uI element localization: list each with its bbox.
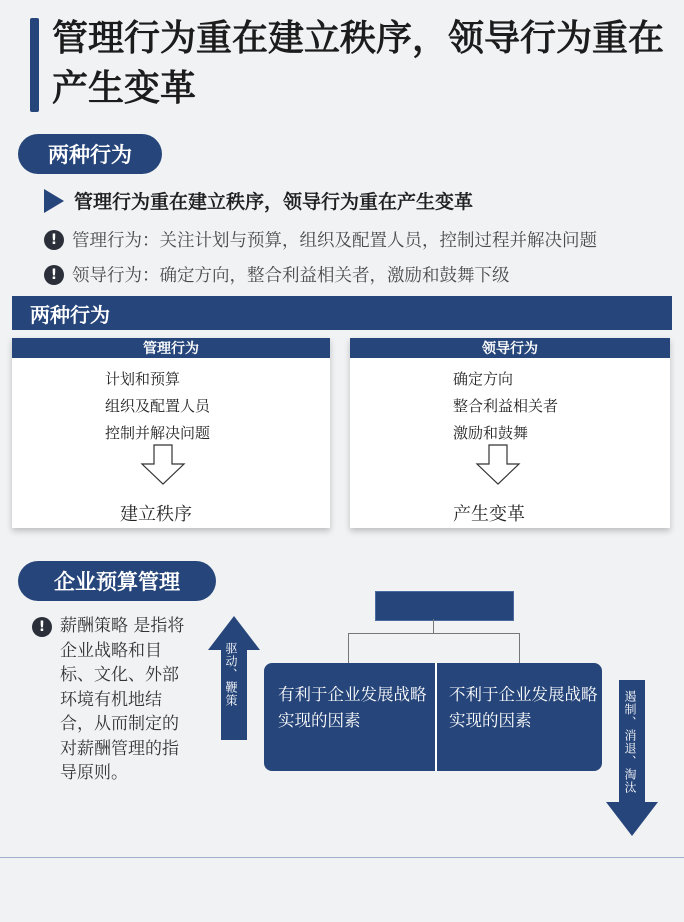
leadership-item: 激励和鼓舞 <box>453 424 529 442</box>
leadership-result: 产生变革 <box>453 504 525 525</box>
page-title: 管理行为重在建立秩序，领导行为重在产生变革 <box>52 18 665 109</box>
management-item: 计划和预算 <box>105 370 181 388</box>
summary-management: 管理行为：关注计划与预算，组织及配置人员，控制过程并解决问题 <box>72 231 597 251</box>
connector-bracket <box>348 633 520 664</box>
bottom-divider <box>0 857 684 858</box>
summary-management-row <box>44 227 597 252</box>
compensation-strategy-text: 薪酬策略 是指将企业战略和目标、文化、外部环境有机地结合，从而制定的对薪酬管理的指导原则。 <box>60 616 185 783</box>
summary-leadership: 领导行为：确定方向，整合利益相关者，激励和鼓舞下级 <box>72 266 510 286</box>
favorable-factors-label: 有利于企业发展战略实现的因素 <box>278 685 427 730</box>
section-pill-budget-management: 企业预算管理 <box>18 561 216 601</box>
section-pill-two-behaviors: 两种行为 <box>18 134 162 174</box>
factors-divider <box>435 663 437 771</box>
connector-line <box>433 619 434 633</box>
management-item: 控制并解决问题 <box>105 424 211 442</box>
title-accent-bar <box>30 18 39 112</box>
up-arrow-label: 驱动、鞭策 <box>224 642 238 707</box>
leadership-item: 确定方向 <box>453 370 514 388</box>
management-card-header: 管理行为 <box>12 338 330 358</box>
down-arrow-outline-icon <box>475 444 521 486</box>
down-arrow-outline-icon <box>140 444 186 486</box>
leadership-card <box>350 338 670 528</box>
section-banner-two-behaviors: 两种行为 <box>12 296 672 330</box>
leadership-card-header: 领导行为 <box>350 338 670 358</box>
strategy-box <box>375 591 514 621</box>
summary-headline: 管理行为重在建立秩序，领导行为重在产生变革 <box>74 191 474 213</box>
triangle-bullet-icon <box>44 189 64 213</box>
management-item: 组织及配置人员 <box>105 397 211 415</box>
management-card <box>12 338 330 528</box>
down-arrow-label: 遏制、消退、淘汰 <box>623 690 637 794</box>
exclamation-icon: ! <box>44 265 64 285</box>
leadership-item: 整合利益相关者 <box>453 397 559 415</box>
unfavorable-factors-label: 不利于企业发展战略实现的因素 <box>449 685 598 730</box>
management-result: 建立秩序 <box>120 504 192 525</box>
summary-leadership-row <box>44 262 510 287</box>
exclamation-icon: ! <box>44 230 64 250</box>
exclamation-icon: ! <box>32 617 52 637</box>
summary-headline-row <box>44 187 473 214</box>
